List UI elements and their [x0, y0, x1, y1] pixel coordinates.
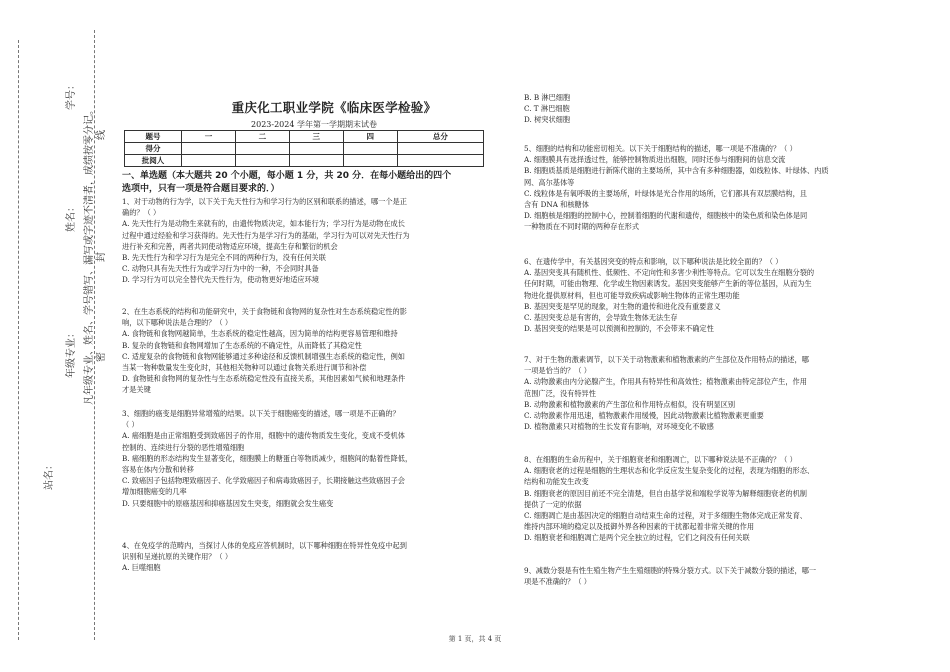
answer-option: A. 细胞衰老的过程是细胞的生理状态和化学反应发生复杂变化的过程，表现为细胞的形态、 — [524, 466, 815, 476]
answer-option: C. 基因突变总是有害的，会导致生物体无法生存 — [524, 313, 678, 323]
answer-option: D. 食物链和食物网的复杂性与生态系统稳定性没有直接关系，其他因素如气候和地理条件 — [122, 374, 406, 384]
answer-option: C. 动物激素作用迅速，植物激素作用缓慢，因此动物激素比植物激素更重要 — [524, 411, 764, 421]
answer-option: 范围广泛，没有特异性 — [524, 388, 596, 398]
score-cell: 二 — [235, 131, 289, 143]
question-stem: 4、在免疫学的范畴内，当探讨人体的免疫应答机制时，以下哪种细胞在特异性免疫中起到 — [122, 541, 407, 550]
score-cell — [397, 155, 483, 167]
answer-option: D. 学习行为可以完全替代先天性行为，使动物更好地适应环境 — [122, 275, 319, 285]
answer-option: B. 先天性行为和学习行为是完全不同的两种行为，没有任何关联 — [122, 253, 326, 263]
answer-option: C. 线粒体是有氧呼吸的主要场所，叶绿体是光合作用的场所，它们都具有双层膜结构，且 — [524, 188, 807, 198]
question-block — [524, 92, 922, 126]
question-block — [524, 454, 922, 544]
answer-option: 控制的、连续进行分裂的恶性增殖细胞 — [122, 442, 245, 452]
student-id-label: 学号： — [66, 80, 77, 110]
binding-notice: 凡年级专业、姓名、学号错写、漏写或字迹不清者，成绩按零分记。 — [84, 105, 95, 405]
section-heading-line: 选项中，只有一项是符合题目要求的．） — [122, 184, 280, 194]
score-cell — [289, 143, 343, 155]
score-cell: 总分 — [397, 131, 483, 143]
question-block — [524, 256, 922, 334]
score-cell — [235, 143, 289, 155]
answer-option: B. 动物激素和植物激素的产生部位和作用特点相似，没有明显区别 — [524, 399, 736, 409]
score-table-header-row — [125, 131, 484, 143]
answer-option: D. 树突状细胞 — [524, 115, 571, 125]
cut-mark-close: 封 — [96, 252, 107, 262]
answer-option: A. 细胞膜具有选择透过性，能够控制物质进出细胞，同时还参与细胞间的信息交流 — [524, 155, 786, 165]
score-row-label: 批阅人 — [125, 155, 182, 167]
section-heading-line: 一、单选题（本大题共 20 个小题，每小题 1 分，共 20 分．在每小题给出的四个 — [122, 171, 452, 181]
question-block — [524, 565, 922, 587]
question-stem: 3、细胞的癌变是细胞异常增殖的结果。以下关于细胞癌变的描述，哪一项是不正确的？ — [122, 409, 400, 418]
answer-option: D. 植物激素只对植物的生长发育有影响，对环境变化不敏感 — [524, 422, 714, 432]
question-stem: 识别和呈递抗原的关键作用？（ ） — [122, 552, 233, 562]
answer-option: 容易在体内分散和转移 — [122, 465, 194, 475]
question-stem: 9、减数分裂是有性生殖生物产生生殖细胞的特殊分裂方式。以下关于减数分裂的描述，哪一 — [524, 566, 817, 575]
question-stem: 6、在遗传学中，有关基因突变的特点和影响，以下哪种说法是比较全面的？（ ） — [524, 257, 783, 266]
answer-option: D. 基因突变的结果是可以预测和控制的，不会带来不确定性 — [524, 324, 714, 334]
score-cell: 四 — [343, 131, 397, 143]
question-block — [524, 354, 922, 432]
score-cell — [182, 155, 236, 167]
score-table — [124, 130, 484, 167]
answer-option: C. T 淋巴细胞 — [524, 104, 570, 114]
answer-option: A. 动物激素由内分泌腺产生，作用具有特异性和高效性；植物激素由特定部位产生，作用 — [524, 377, 807, 387]
answer-option: C. 动物只具有先天性行为或学习行为中的一种，不会同时具备 — [122, 264, 319, 274]
question-stem: 2、在生态系统的结构和功能研究中，关于食物链和食物网的复杂性对生态系统稳定性的影 — [122, 307, 407, 316]
score-table-row — [125, 143, 484, 155]
answer-option: B. 细胞衰老的原因目前还不完全清楚，但自由基学说和端粒学说等为解释细胞衰老的机制 — [524, 488, 807, 498]
question-block — [122, 306, 506, 396]
score-cell — [289, 155, 343, 167]
answer-option: B. B 淋巴细胞 — [524, 93, 571, 102]
dashed-cut-line — [18, 40, 19, 640]
answer-option: B. 复杂的食物链和食物网增加了生态系统的不确定性，从而降低了其稳定性 — [122, 340, 362, 350]
score-row-label: 得分 — [125, 143, 182, 155]
question-stem: 7、对于生物的激素调节，以下关于动物激素和植物激素的产生部位及作用特点的描述，哪 — [524, 355, 809, 364]
question-stem: （ ） — [122, 420, 139, 430]
question-block — [122, 540, 506, 574]
answer-option: A. 先天性行为是动物生来就有的，由遗传物质决定，如本能行为；学习行为是动物在成长 — [122, 219, 405, 229]
question-stem: 5、细胞的结构和功能密切相关。以下关于细胞结构的描述，哪一项是不准确的？（ ） — [524, 144, 797, 153]
exam-title: 重庆化工职业学院《临床医学检验》 — [231, 100, 437, 115]
score-cell — [182, 143, 236, 155]
answer-option: 当某一物种数量发生变化时，其他相关物种可以通过食物关系进行调节和补偿 — [122, 363, 367, 373]
answer-option: 过程中通过经验和学习获得的。先天性行为是学习行为的基础，学习行为可以对先天性行为 — [122, 230, 410, 240]
answer-option: B. 细胞质基质是细胞进行新陈代谢的主要场所，其中含有多种细胞器，如线粒体、叶绿体、内质 — [524, 166, 829, 176]
answer-option: 增加细胞癌变的几率 — [122, 487, 187, 497]
exam-subtitle: 2023-2024 学年第一学期期末试卷 — [251, 120, 377, 129]
answer-option: A. 基因突变具有随机性、低频性、不定向性和多害少利性等特点。它可以发生在细胞分裂的 — [524, 268, 815, 278]
answer-option: D. 细胞衰老和细胞凋亡是两个完全独立的过程，它们之间没有任何关联 — [524, 533, 750, 543]
grade-major-label: 年级专业： — [66, 328, 77, 378]
answer-option: C. 适度复杂的食物链和食物网能够通过多种途径和反馈机制增强生态系统的稳定性，例如 — [122, 351, 405, 361]
question-stem: 响，以下哪种说法是合理的？（ ） — [122, 318, 233, 328]
answer-option: 结构和功能发生改变 — [524, 477, 589, 487]
school-label: 站名： — [44, 460, 55, 490]
score-cell — [343, 155, 397, 167]
question-stem: 一项是恰当的？（ ） — [524, 366, 591, 376]
section-heading — [122, 170, 506, 196]
answer-option: 进行补充和完善，两者共同使动物适应环境，提高生存和繁衍的机会 — [122, 241, 338, 251]
answer-option: D. 细胞核是细胞的控制中心，控制着细胞的代谢和遗传，细胞核中的染色质和染色体是同 — [524, 211, 808, 221]
answer-option: A. 巨噬细胞 — [122, 563, 161, 573]
answer-option: A. 食物链和食物网越简单，生态系统的稳定性越高，因为简单的结构更容易管理和维持 — [122, 329, 398, 339]
answer-option: A. 癌细胞是由正常细胞受到致癌因子的作用，细胞中的遗传物质发生变化，变成不受机体 — [122, 431, 405, 441]
answer-option: B. 基因突变是罕见的现象，对生物的遗传和进化没有重要意义 — [524, 301, 721, 311]
answer-option: 提供了一定的依据 — [524, 499, 582, 509]
answer-option: 维持内部环境的稳定以及抵御外界各种因素的干扰都起着非常关键的作用 — [524, 522, 755, 532]
question-stem: 1、对于动物的行为学，以下关于先天性行为和学习行为的区别和联系的描述，哪一个是正 — [122, 197, 407, 206]
question-block — [524, 143, 922, 233]
answer-option: 一种物质在不同时期的两种存在形式 — [524, 222, 640, 232]
answer-option: 才是关键 — [122, 385, 151, 395]
binding-strip — [0, 0, 110, 672]
score-table-row — [125, 155, 484, 167]
question-stem: 确的？（ ） — [122, 208, 161, 218]
answer-option: B. 癌细胞的形态结构发生显著变化，细胞膜上的糖蛋白等物质减少，细胞间的黏着性降低， — [122, 453, 413, 463]
question-block — [122, 196, 506, 286]
question-block — [122, 408, 506, 509]
question-stem: 8、在细胞的生命历程中，关于细胞衰老和细胞凋亡，以下哪种说法是不正确的？（ ） — [524, 455, 797, 464]
answer-option: 任何时期，可能由物理、化学或生物因素诱发。基因突变能够产生新的等位基因，从而为生 — [524, 279, 812, 289]
answer-option: C. 细胞凋亡是由基因决定的细胞自动结束生命的过程，对于多细胞生物体完成正常发育、 — [524, 511, 807, 521]
score-cell — [343, 143, 397, 155]
answer-option: 含有 DNA 和核糖体 — [524, 200, 589, 210]
cut-mark-line: 线 — [96, 130, 107, 140]
answer-option: C. 致癌因子包括物理致癌因子、化学致癌因子和病毒致癌因子，长期接触这些致癌因子会 — [122, 476, 405, 486]
page-footer: 第 1 页，共 4 页 — [448, 635, 502, 643]
score-cell: 题号 — [125, 131, 182, 143]
answer-option: 物进化提供原材料，但也可能导致疾病或影响生物体的正常生理功能 — [524, 290, 740, 300]
score-cell: 三 — [289, 131, 343, 143]
answer-option: 网、高尔基体等 — [524, 177, 575, 187]
score-cell — [397, 143, 483, 155]
score-cell — [235, 155, 289, 167]
question-stem: 项是不准确的？（ ） — [524, 577, 591, 587]
cut-mark-seal: 密 — [96, 352, 107, 362]
score-cell: 一 — [182, 131, 236, 143]
answer-option: D. 只要细胞中的原癌基因和抑癌基因发生突变，细胞就会发生癌变 — [122, 498, 334, 508]
name-label: 姓名： — [66, 202, 77, 232]
